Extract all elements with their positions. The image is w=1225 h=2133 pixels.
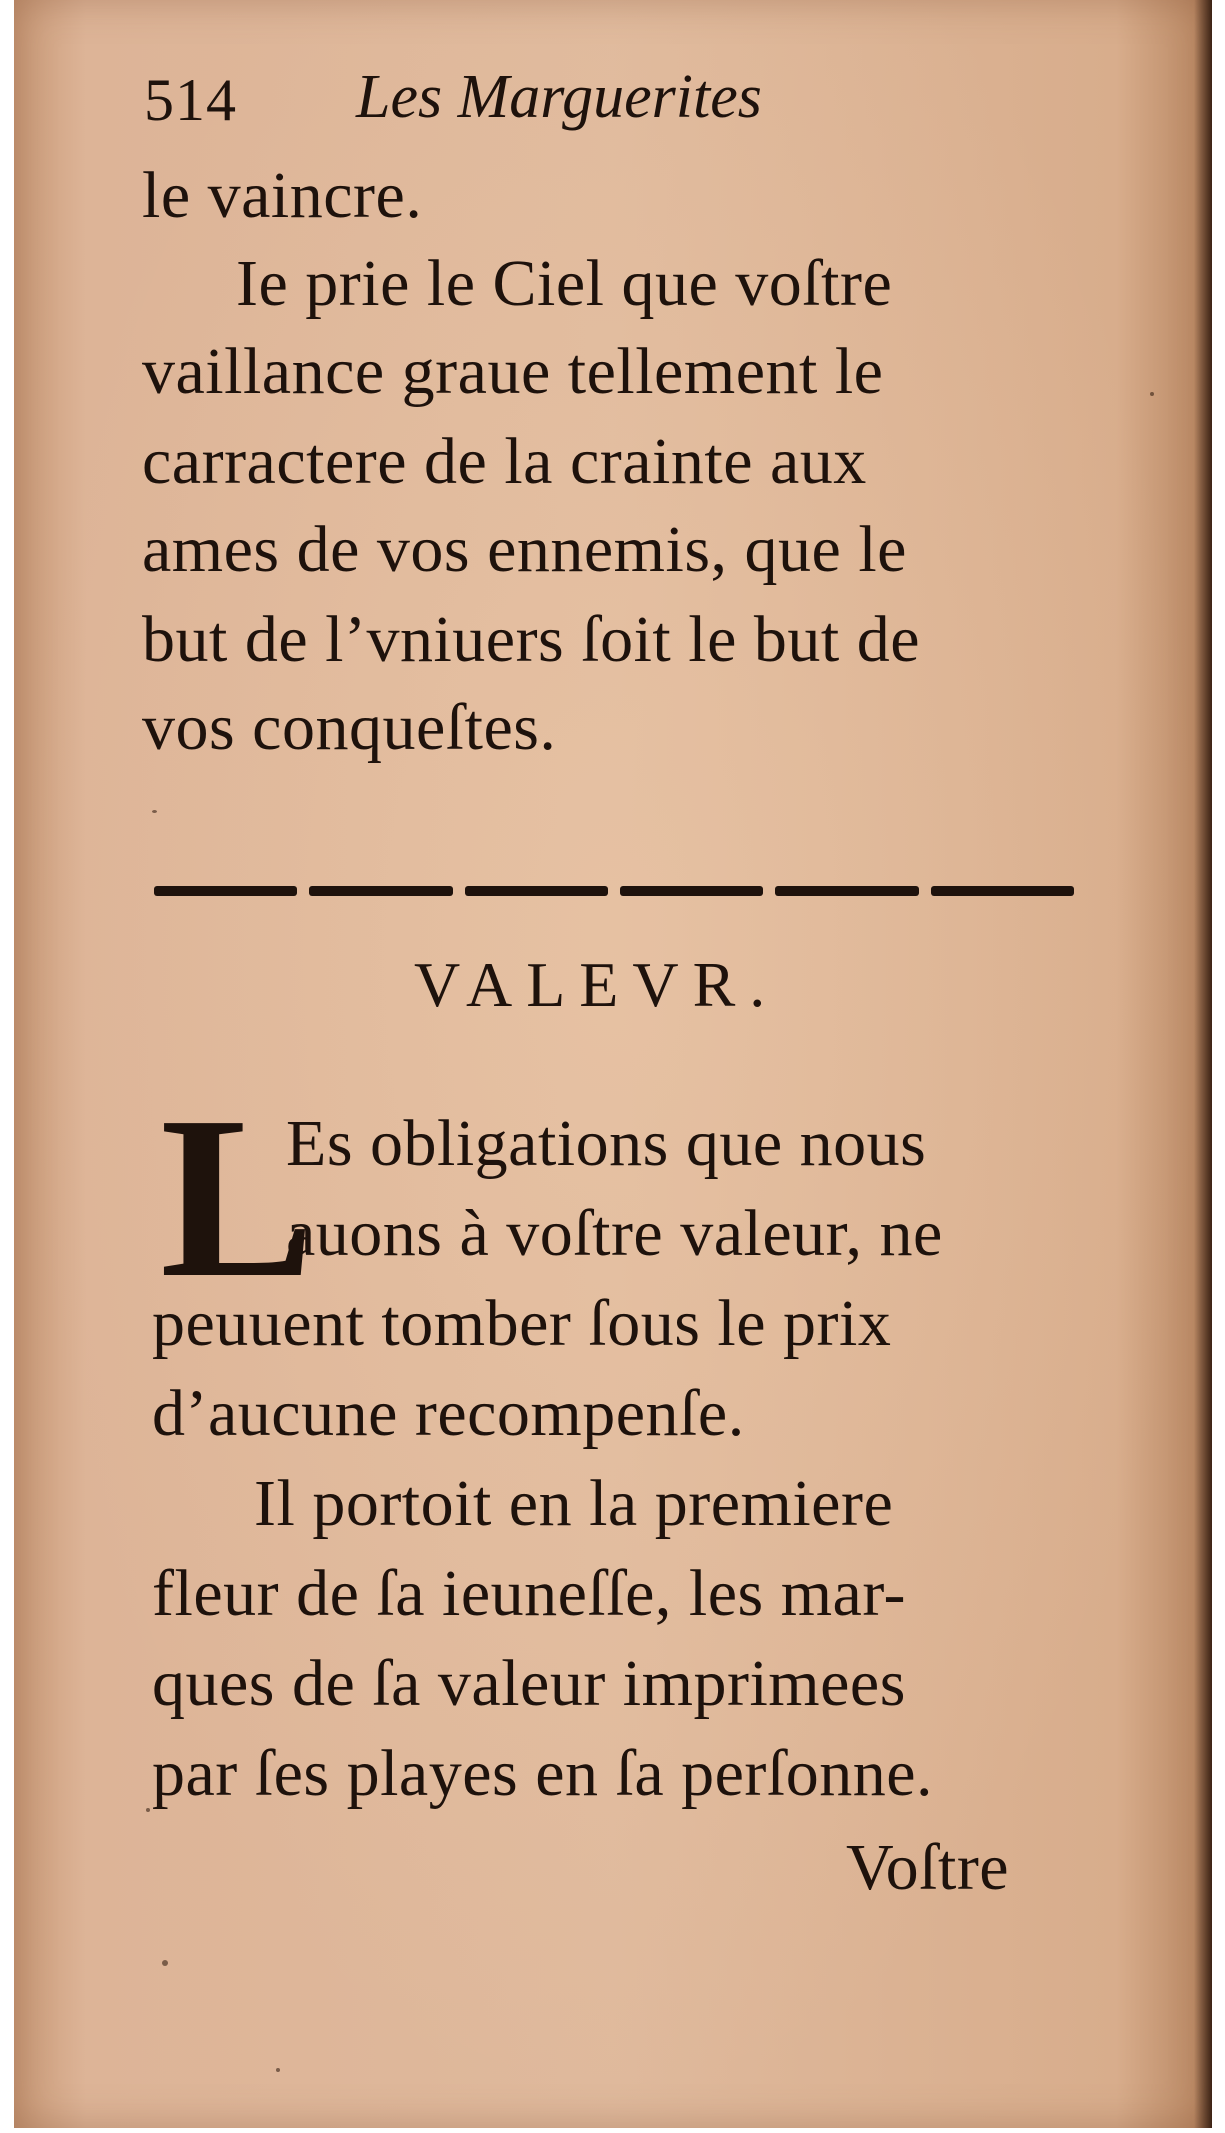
text-line: auons à voſtre valeur, ne: [286, 1197, 943, 1270]
text-line: ames de vos ennemis, que le: [142, 513, 907, 586]
text-line: fleur de ſa ieuneſſe, les mar-: [152, 1557, 906, 1630]
text-line: but de l’vniuers ſoit le but de: [142, 603, 921, 676]
text-line: Es obligations que nous: [286, 1107, 927, 1180]
paper-speck: [276, 2068, 280, 2072]
paper-speck: [146, 1808, 150, 1812]
text-line: vaillance graue tellement le: [142, 335, 884, 408]
text-line: par ſes playes en ſa perſonne.: [152, 1737, 934, 1810]
text-line: le vaincre.: [142, 159, 423, 232]
text-line: vos conqueſtes.: [142, 691, 557, 764]
text-line: ques de ſa valeur imprimees: [152, 1647, 906, 1720]
text-line: d’aucune recompenſe.: [152, 1377, 745, 1450]
ornamental-divider: [154, 886, 1074, 896]
paper-speck: [162, 1960, 168, 1966]
text-line: Ie prie le Ciel que voſtre: [236, 247, 893, 320]
paper-speck: [152, 810, 157, 813]
book-page: [14, 0, 1212, 2128]
page-gutter-shadow: [1194, 0, 1212, 2128]
text-line: Il portoit en la premiere: [254, 1467, 894, 1540]
page-header: [144, 62, 864, 142]
text-line: peuuent tomber ſous le prix: [152, 1287, 892, 1360]
text-line: carractere de la crainte aux: [142, 425, 867, 498]
catchword: Voſtre: [846, 1831, 1010, 1904]
running-title: Les Marguerites: [356, 63, 762, 131]
section-title: VALEVR.: [414, 949, 780, 1020]
page-number: 514: [144, 67, 237, 133]
drop-cap: L: [160, 1069, 315, 1326]
paper-speck: [1150, 392, 1154, 396]
